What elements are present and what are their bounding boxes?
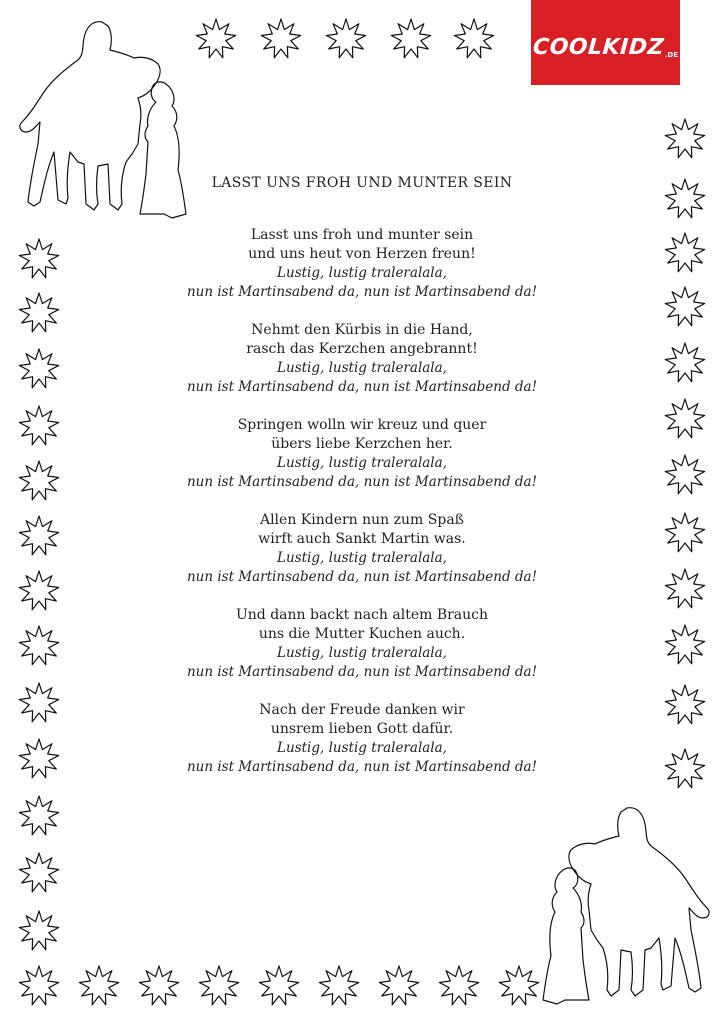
star-outline-icon — [664, 286, 706, 328]
st-martin-silhouette-bottom-right — [515, 800, 715, 1010]
star-outline-icon — [78, 965, 120, 1007]
star-outline-icon — [18, 515, 60, 557]
star-outline-icon — [664, 568, 706, 610]
star-outline-icon — [664, 178, 706, 220]
verse-5 — [0, 606, 724, 682]
star-outline-icon — [18, 405, 60, 447]
star-outline-icon — [258, 965, 300, 1007]
star-outline-icon — [18, 965, 60, 1007]
refrain-line: Lustig, lustig traleralala, — [277, 740, 447, 756]
song-title: LASST UNS FROH UND MUNTER SEIN — [211, 175, 513, 191]
verse-line: Und dann backt nach altem Brauch — [235, 607, 489, 623]
star-outline-icon — [664, 624, 706, 666]
star-outline-icon — [318, 965, 360, 1007]
star-outline-icon — [664, 232, 706, 274]
star-outline-icon — [453, 18, 495, 60]
star-outline-icon — [664, 118, 706, 160]
verse-2 — [0, 321, 724, 397]
star-outline-icon — [664, 684, 706, 726]
refrain-line: nun ist Martinsabend da, nun ist Martinsabend da! — [186, 569, 538, 585]
verse-line: Nach der Freude danken wir — [259, 702, 465, 718]
refrain-line: nun ist Martinsabend da, nun ist Martinsabend da! — [186, 759, 538, 775]
star-outline-icon — [438, 965, 480, 1007]
logo-tld: .DE — [664, 51, 679, 59]
verse-line: uns die Mutter Kuchen auch. — [258, 626, 466, 642]
verse-line: rasch das Kerzchen angebrannt! — [246, 341, 478, 357]
star-outline-icon — [18, 625, 60, 667]
star-outline-icon — [664, 512, 706, 554]
star-outline-icon — [18, 570, 60, 612]
star-outline-icon — [664, 454, 706, 496]
verse-1 — [0, 226, 724, 302]
refrain-line: Lustig, lustig traleralala, — [277, 360, 447, 376]
star-outline-icon — [18, 348, 60, 390]
star-outline-icon — [18, 852, 60, 894]
star-outline-icon — [390, 18, 432, 60]
lyrics — [0, 226, 724, 796]
verse-line: Lasst uns froh und munter sein — [250, 227, 474, 243]
star-outline-icon — [18, 292, 60, 334]
star-outline-icon — [260, 18, 302, 60]
star-outline-icon — [18, 238, 60, 280]
star-outline-icon — [18, 682, 60, 724]
star-outline-icon — [664, 748, 706, 790]
refrain-line: Lustig, lustig traleralala, — [277, 550, 447, 566]
refrain-line: nun ist Martinsabend da, nun ist Martinsabend da! — [186, 379, 538, 395]
verse-3 — [0, 416, 724, 492]
verse-line: und uns heut von Herzen freun! — [248, 246, 476, 262]
star-outline-icon — [378, 965, 420, 1007]
verse-line: wirft auch Sankt Martin was. — [258, 531, 466, 547]
verse-line: Allen Kindern nun zum Spaß — [259, 512, 465, 528]
star-outline-icon — [325, 18, 367, 60]
star-outline-icon — [664, 398, 706, 440]
star-outline-icon — [198, 965, 240, 1007]
refrain-line: nun ist Martinsabend da, nun ist Martinsabend da! — [186, 664, 538, 680]
coolkidz-logo[interactable] — [531, 0, 680, 85]
star-outline-icon — [195, 18, 237, 60]
verse-line: übers liebe Kerzchen her. — [271, 436, 453, 452]
star-outline-icon — [498, 965, 540, 1007]
verse-line: Springen wolln wir kreuz und quer — [237, 417, 487, 433]
verse-4 — [0, 511, 724, 587]
refrain-line: Lustig, lustig traleralala, — [277, 265, 447, 281]
star-outline-icon — [664, 342, 706, 384]
st-martin-silhouette-top-left — [14, 14, 214, 224]
refrain-line: nun ist Martinsabend da, nun ist Martinsabend da! — [186, 284, 538, 300]
star-outline-icon — [18, 795, 60, 837]
verse-line: unsrem lieben Gott dafür. — [270, 721, 454, 737]
verse-line: Nehmt den Kürbis in die Hand, — [251, 322, 473, 338]
star-outline-icon — [18, 910, 60, 952]
star-outline-icon — [18, 738, 60, 780]
verse-6 — [0, 701, 724, 777]
refrain-line: Lustig, lustig traleralala, — [277, 455, 447, 471]
logo-text: COOLKIDZ — [531, 35, 665, 60]
refrain-line: nun ist Martinsabend da, nun ist Martinsabend da! — [186, 474, 538, 490]
star-outline-icon — [138, 965, 180, 1007]
star-outline-icon — [18, 460, 60, 502]
refrain-line: Lustig, lustig traleralala, — [277, 645, 447, 661]
